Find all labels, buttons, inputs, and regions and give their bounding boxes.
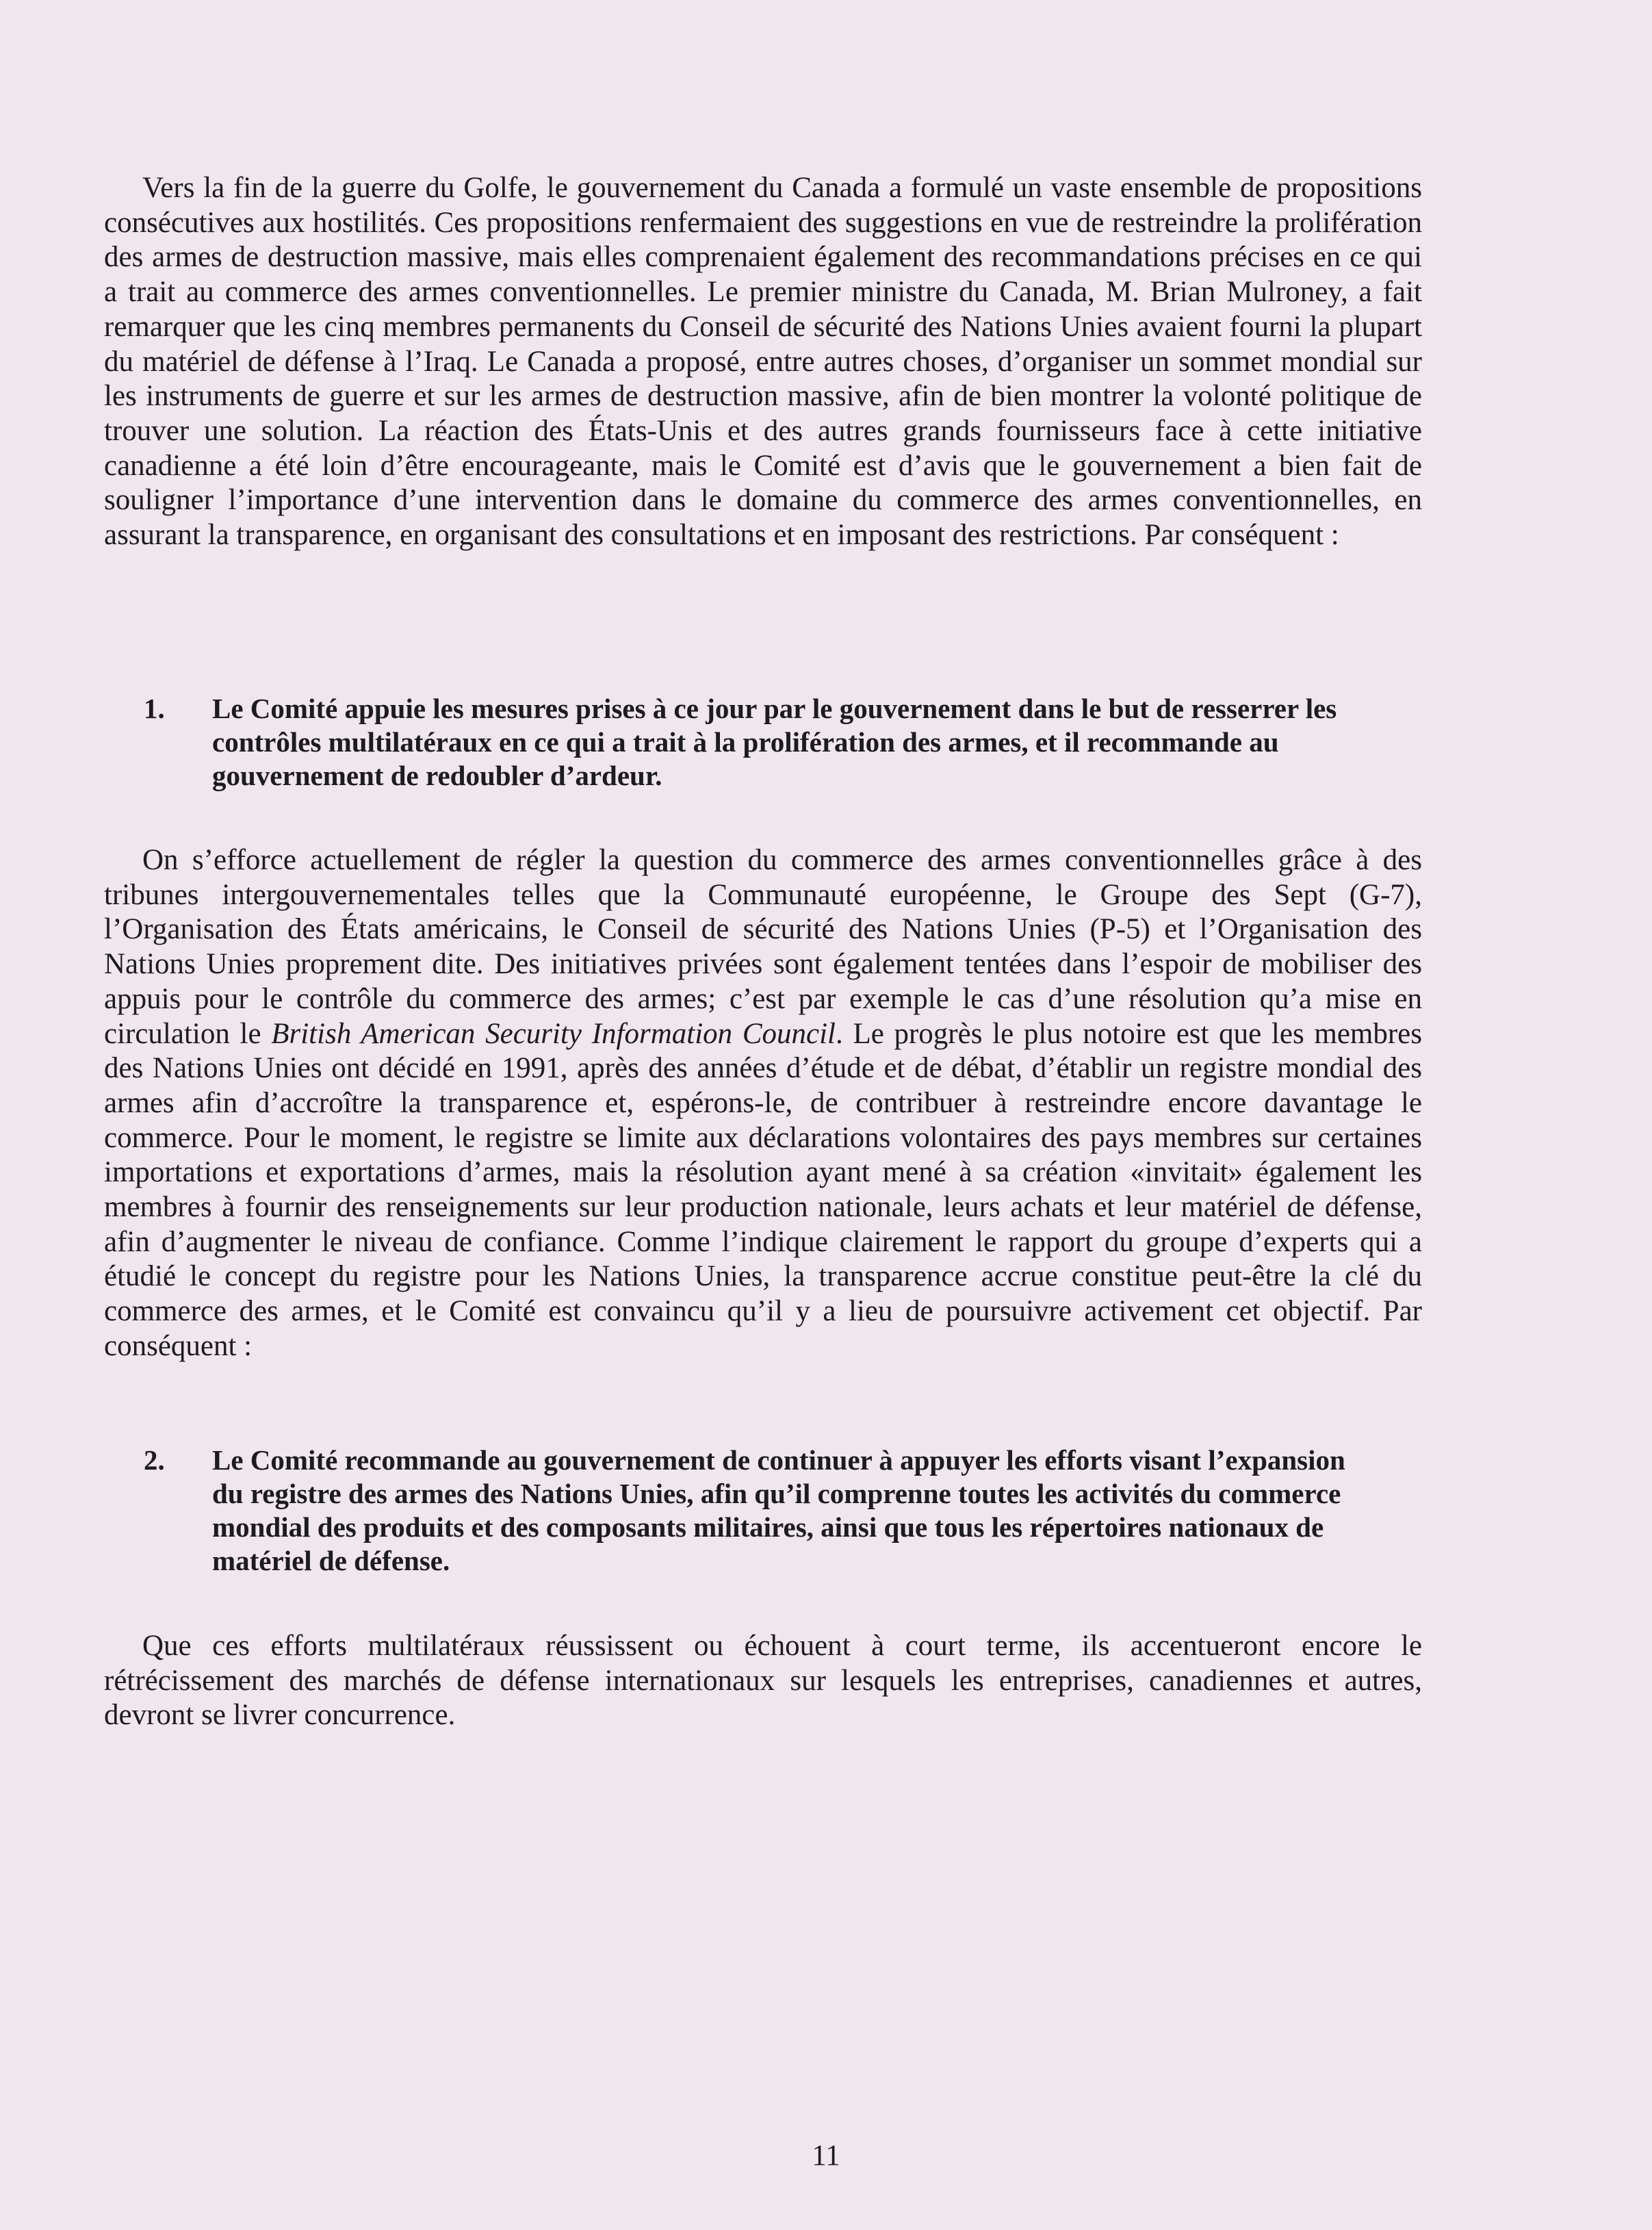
paragraph-defense-markets: Que ces efforts multilatéraux réussissent ou échouent à court terme, ils accentueront encore le rétrécissement des marchés de défense internationaux sur lesquels les entreprises, canadiennes et autres, devront se livrer concurrence.	[104, 1630, 1422, 1732]
paragraph-text-part: . Le progrès le plus notoire est que les membres des Nations Unies ont décidé en 1991, après des années d’étude et de débat, d’établir un registre mondial des armes afin d’accroître la transparence et, espérons-le, de contribuer à restreindre encore davantage le commerce. Pour le moment, le registre se limite aux déclarations volontaires des pays membres sur certaines importations et exportations d’armes, mais la résolution ayant mené à sa création «invitait» également les membres à fournir des renseignements sur leur production nationale, leurs achats et leur matériel de défense, afin d’augmenter le niveau de confiance. Comme l’indique clairement le rapport du groupe d’experts qui a étudié le concept du registre pour les Nations Unies, la transparence accrue constitue peut-être la clé du commerce des armes, et le Comité est convaincu qu’il y a lieu de poursuivre activement cet objectif. Par conséquent :	[104, 1017, 1422, 1362]
paragraph-gulf-war-proposals: Vers la fin de la guerre du Golfe, le gouvernement du Canada a formulé un vaste ensemble de propositions consécutives aux hostilités. Ces propositions renfermaient des suggestions en vue de restreindre la prolifération des armes de destruction massive, mais elles comprenaient également des recommandations précises en ce qui a trait au commerce des armes conventionnelles. Le premier ministre du Canada, M. Brian Mulroney, a fait remarquer que les cinq membres permanents du Conseil de sécurité des Nations Unies avaient fourni la plupart du matériel de défense à l’Iraq. Le Canada a proposé, entre autres choses, d’organiser un sommet mondial sur les instruments de guerre et sur les armes de destruction massive, afin de bien montrer la volonté politique de trouver une solution. La réaction des États-Unis et des autres grands fournisseurs face à cette initiative canadienne a été loin d’être encourageante, mais le Comité est d’avis que le gouvernement a bien fait de souligner l’importance d’une intervention dans le domaine du commerce des armes conventionnelles, en assurant la transparence, en organisant des consultations et en imposant des restrictions. Par conséquent :	[104, 172, 1422, 552]
recommendation-number: 2.	[144, 1444, 165, 1476]
italic-organization-name: British American Security Information Council	[271, 1017, 836, 1050]
paragraph-text-part: On s’efforce actuellement de régler la question du commerce des armes conventionnelles grâce à des tribunes intergouvernementales telles que la Communauté européenne, le Groupe des Sept (G-7), l’Organisation des États américains, le Conseil de sécurité des Nations Unies (P-5) et l’Organisation des Nations Unies proprement dite. Des initiatives privées sont également tentées dans l’espoir de mobiliser des appuis pour le contrôle du commerce des armes; c’est par exemple le cas d’une résolution qu’a mise en circulation le	[104, 844, 1422, 1050]
recommendation-1	[144, 692, 1362, 793]
page-number: 11	[812, 2140, 840, 2172]
recommendation-2	[144, 1444, 1362, 1578]
recommendation-text: Le Comité recommande au gouvernement de continuer à appuyer les efforts visant l’expansion du registre des armes des Nations Unies, afin qu’il comprenne toutes les activités du commerce mondial des produits et des composants militaires, ainsi que tous les répertoires nationaux de matériel de défense.	[212, 1444, 1345, 1576]
recommendation-text: Le Comité appuie les mesures prises à ce jour par le gouvernement dans le but de resserrer les contrôles multilatéraux en ce qui a trait à la prolifération des armes, et il recommande au gouvernement de redoubler d’ardeur.	[212, 693, 1337, 791]
paragraph-conventional-arms-trade	[104, 843, 1422, 1364]
recommendation-number: 1.	[144, 693, 165, 724]
